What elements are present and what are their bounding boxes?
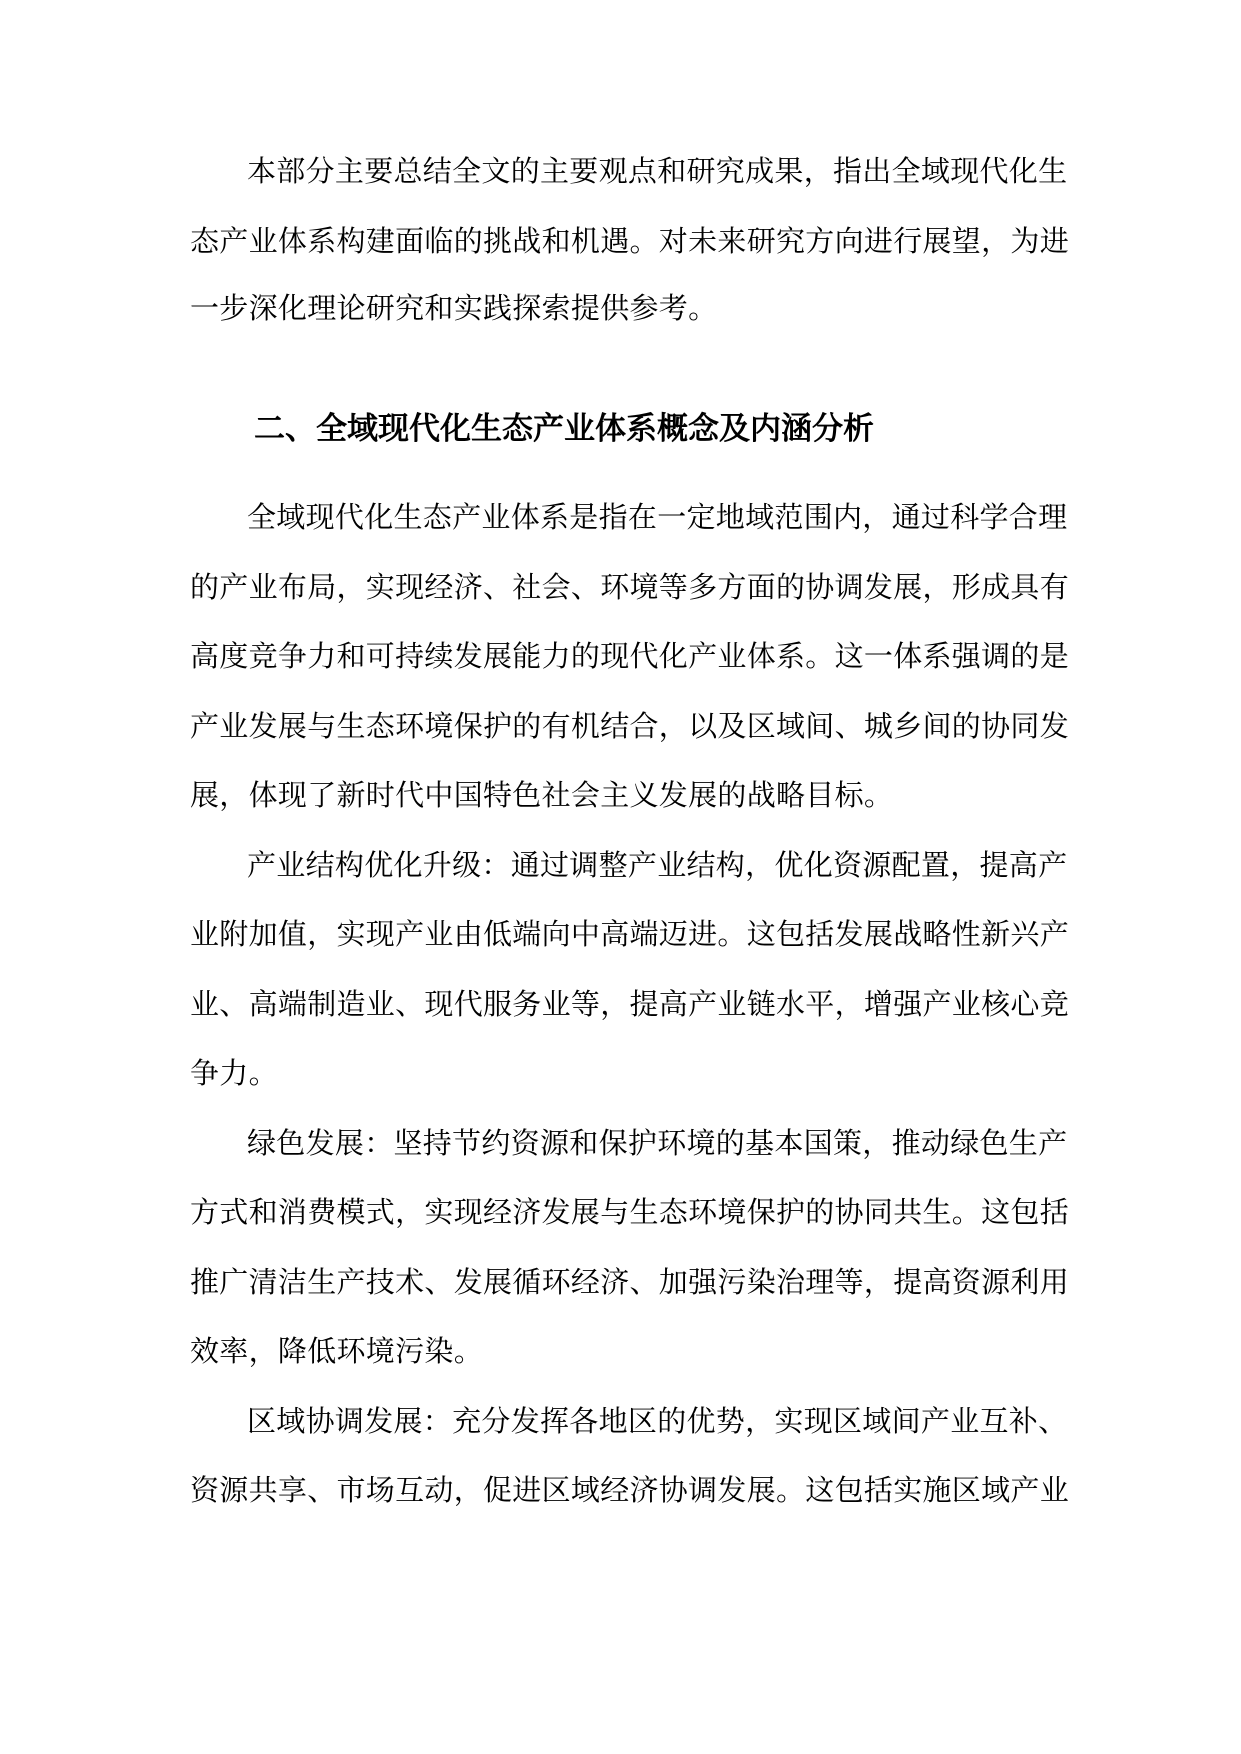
paragraph-4-line-3: 推广清洁生产技术、发展循环经济、加强污染治理等，提高资源利用 bbox=[190, 1265, 1070, 1299]
paragraph-1-line-2: 态产业体系构建面临的挑战和机遇。对未来研究方向进行展望，为进 bbox=[190, 224, 1070, 258]
paragraph-3-line-3: 业、高端制造业、现代服务业等，提高产业链水平，增强产业核心竞 bbox=[190, 987, 1070, 1021]
paragraph-3-line-2: 业附加值，实现产业由低端向中高端迈进。这包括发展战略性新兴产 bbox=[190, 917, 1070, 951]
paragraph-1-line-3: 一步深化理论研究和实践探索提供参考。 bbox=[190, 291, 718, 325]
paragraph-2-line-2: 的产业布局，实现经济、社会、环境等多方面的协调发展，形成具有 bbox=[190, 570, 1070, 604]
paragraph-4-line-1: 绿色发展：坚持节约资源和保护环境的基本国策，推动绿色生产 bbox=[247, 1126, 1068, 1160]
paragraph-2-line-1: 全域现代化生态产业体系是指在一定地域范围内，通过科学合理 bbox=[247, 500, 1068, 534]
paragraph-3-line-1: 产业结构优化升级：通过调整产业结构，优化资源配置，提高产 bbox=[247, 848, 1068, 882]
section-heading: 二、全域现代化生态产业体系概念及内涵分析 bbox=[254, 411, 874, 447]
paragraph-4-line-2: 方式和消费模式，实现经济发展与生态环境保护的协同共生。这包括 bbox=[190, 1195, 1070, 1229]
paragraph-2-line-4: 产业发展与生态环境保护的有机结合，以及区域间、城乡间的协同发 bbox=[190, 709, 1070, 743]
paragraph-2-line-5: 展，体现了新时代中国特色社会主义发展的战略目标。 bbox=[190, 778, 894, 812]
paragraph-4-line-4: 效率，降低环境污染。 bbox=[190, 1334, 484, 1368]
paragraph-1-line-1: 本部分主要总结全文的主要观点和研究成果，指出全域现代化生 bbox=[247, 154, 1068, 188]
paragraph-5-line-2: 资源共享、市场互动，促进区域经济协调发展。这包括实施区域产业 bbox=[190, 1473, 1070, 1507]
paragraph-2-line-3: 高度竞争力和可持续发展能力的现代化产业体系。这一体系强调的是 bbox=[190, 639, 1070, 673]
paragraph-5-line-1: 区域协调发展：充分发挥各地区的优势，实现区域间产业互补、 bbox=[247, 1404, 1068, 1438]
paragraph-3-line-4: 争力。 bbox=[190, 1056, 278, 1090]
